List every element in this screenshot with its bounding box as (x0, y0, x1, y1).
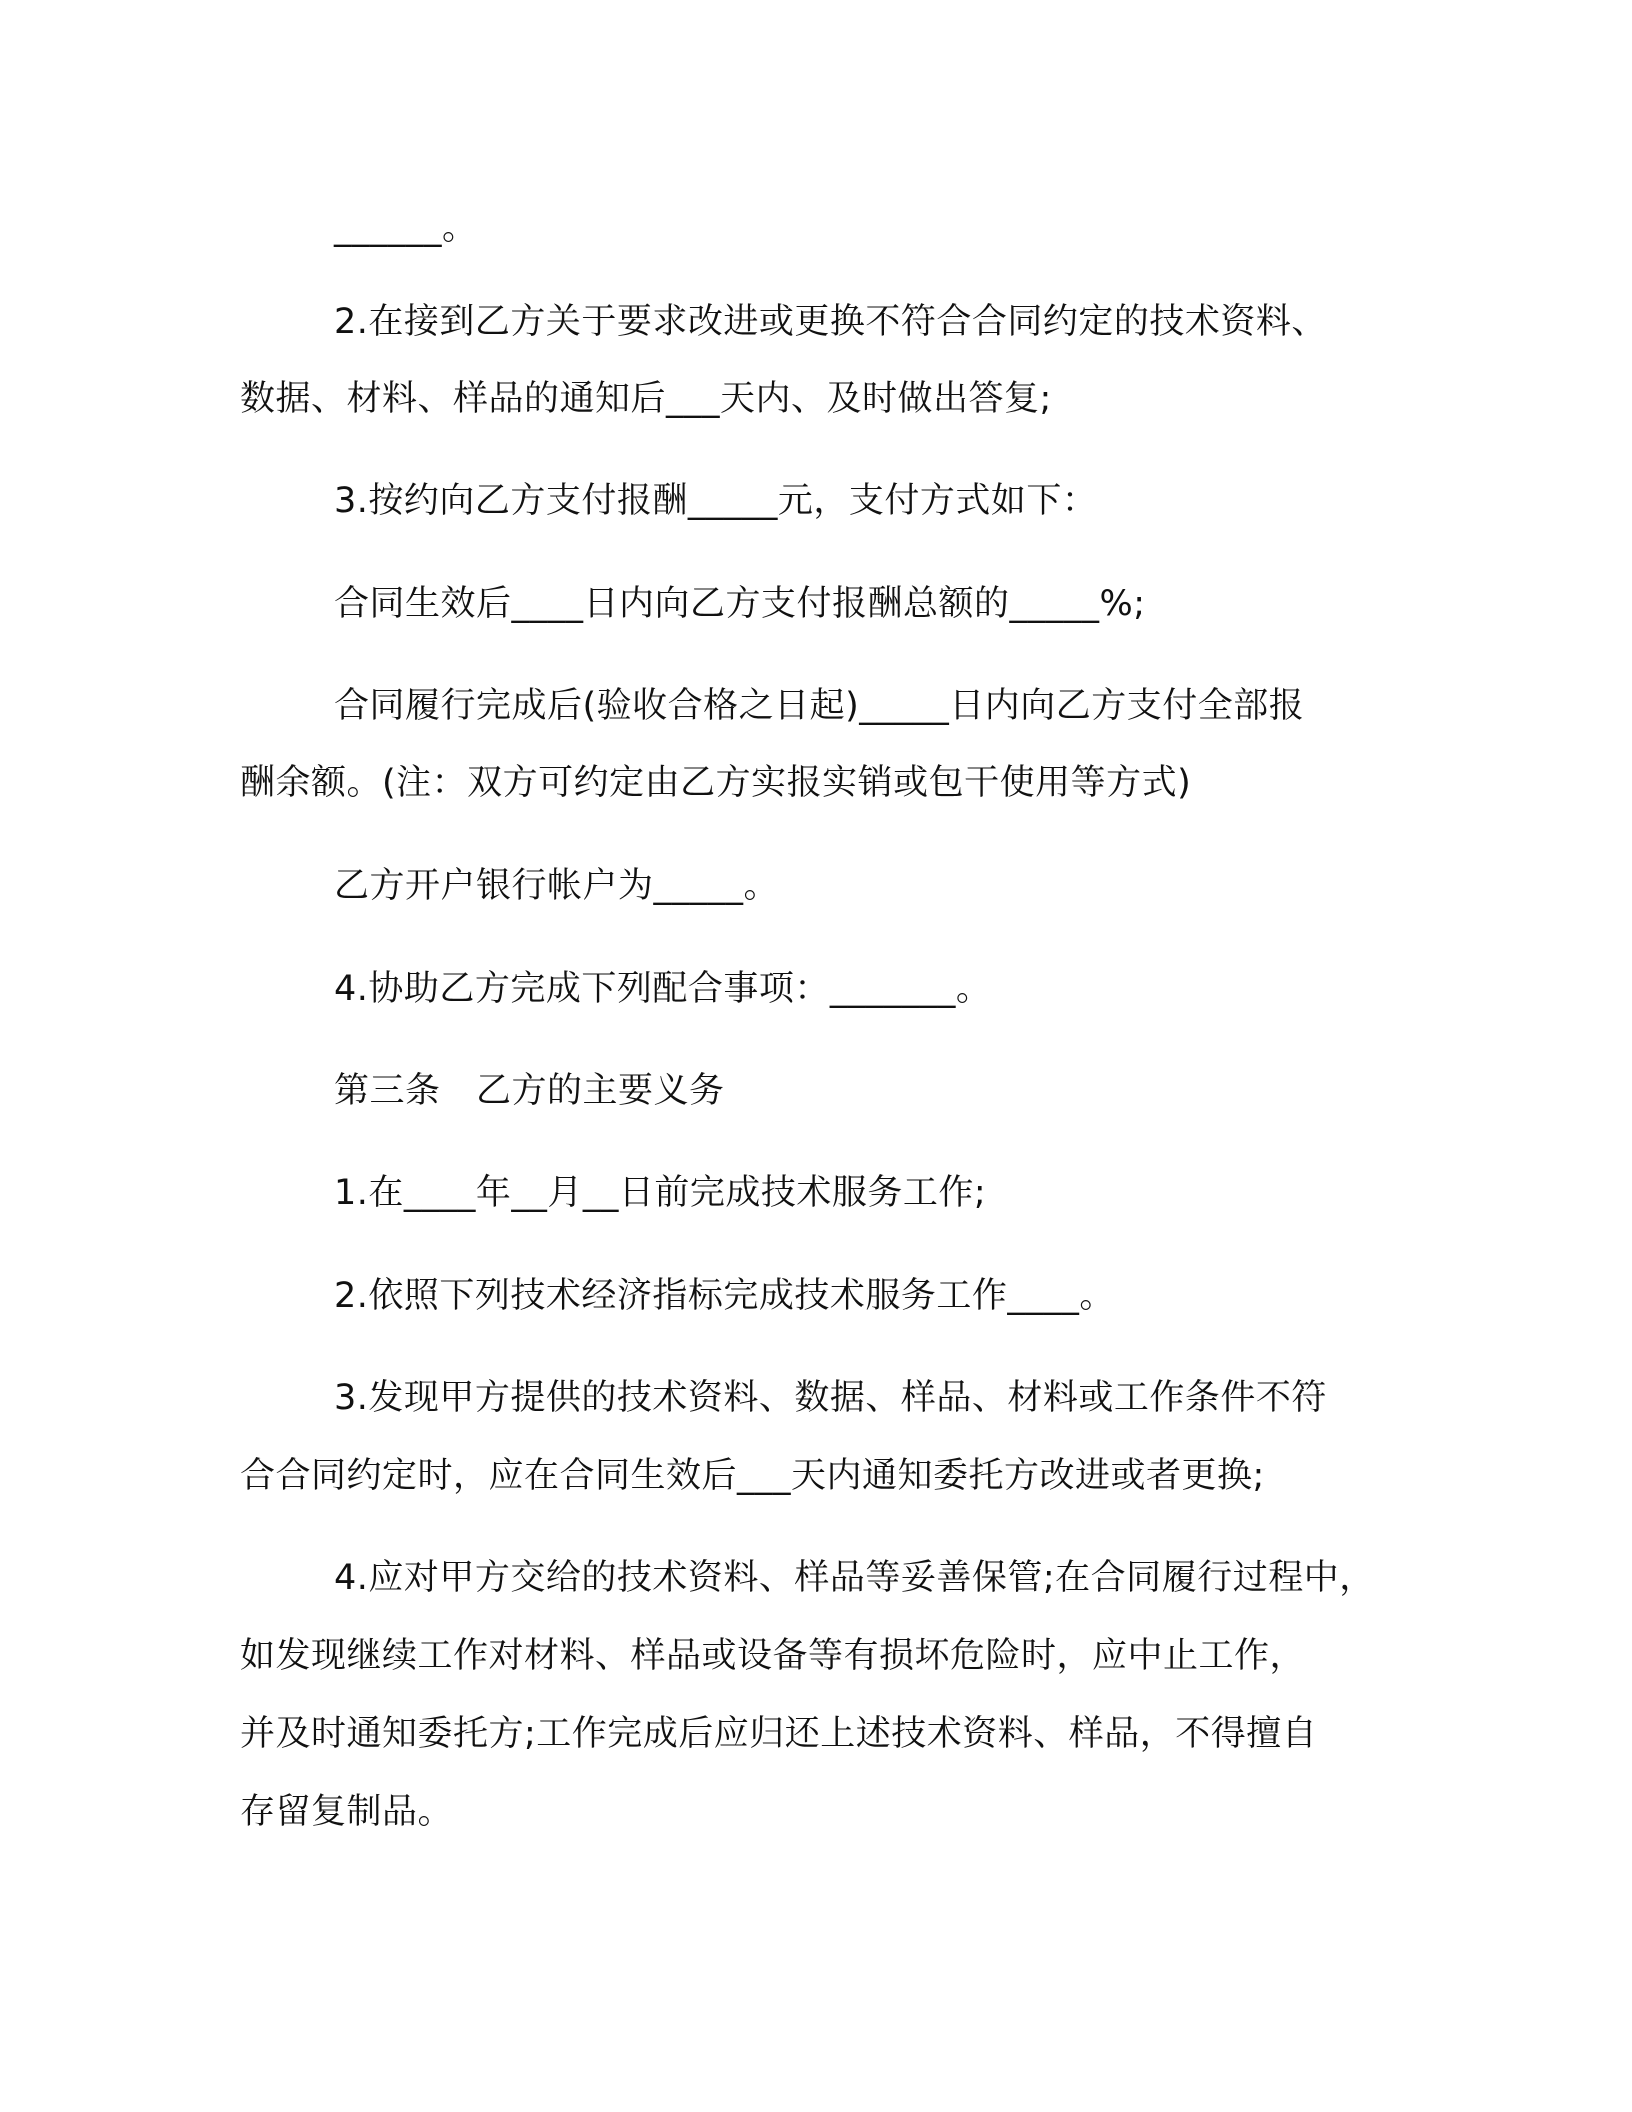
text-line-bank-account: 乙方开户银行帐户为_____。 (334, 866, 780, 906)
text-line-duty-3: 3.发现甲方提供的技术资料、数据、样品、材料或工作条件不符 (334, 1378, 1327, 1418)
text-line-duty-1: 1.在____年__月__日前完成技术服务工作; (334, 1173, 987, 1213)
text-line-duty-3-cont: 合合同约定时，应在合同生效后___天内通知委托方改进或者更换; (240, 1456, 1265, 1496)
text-line-duty-4-cont-1: 如发现继续工作对材料、样品或设备等有损坏危险时，应中止工作， (240, 1636, 1306, 1676)
text-line-duty-4-cont-3: 存留复制品。 (240, 1792, 454, 1832)
text-line-item-3: 3.按约向乙方支付报酬_____元，支付方式如下： (334, 481, 1098, 521)
text-line-payment-2-cont: 酬余额。(注：双方可约定由乙方实报实销或包干使用等方式) (240, 763, 1192, 803)
text-line-duty-2: 2.依照下列技术经济指标完成技术服务工作____。 (334, 1276, 1115, 1316)
text-line-payment-2: 合同履行完成后(验收合格之日起)_____日内向乙方支付全部报 (334, 686, 1305, 726)
text-line-duty-4-cont-2: 并及时通知委托方;工作完成后应归还上述技术资料、样品，不得擅自 (240, 1714, 1318, 1754)
text-line-payment-1: 合同生效后____日内向乙方支付报酬总额的_____%; (334, 584, 1146, 624)
text-line-blank-end: ______。 (334, 208, 478, 248)
text-line-item-2: 2.在接到乙方关于要求改进或更换不符合合同约定的技术资料、 (334, 302, 1327, 342)
section-heading-article-3: 第三条 乙方的主要义务 (334, 1071, 725, 1111)
text-line-item-4: 4.协助乙方完成下列配合事项：_______。 (334, 969, 992, 1009)
text-line-duty-4: 4.应对甲方交给的技术资料、样品等妥善保管;在合同履行过程中， (334, 1558, 1375, 1598)
text-line-item-2-cont: 数据、材料、样品的通知后___天内、及时做出答复; (240, 379, 1052, 419)
